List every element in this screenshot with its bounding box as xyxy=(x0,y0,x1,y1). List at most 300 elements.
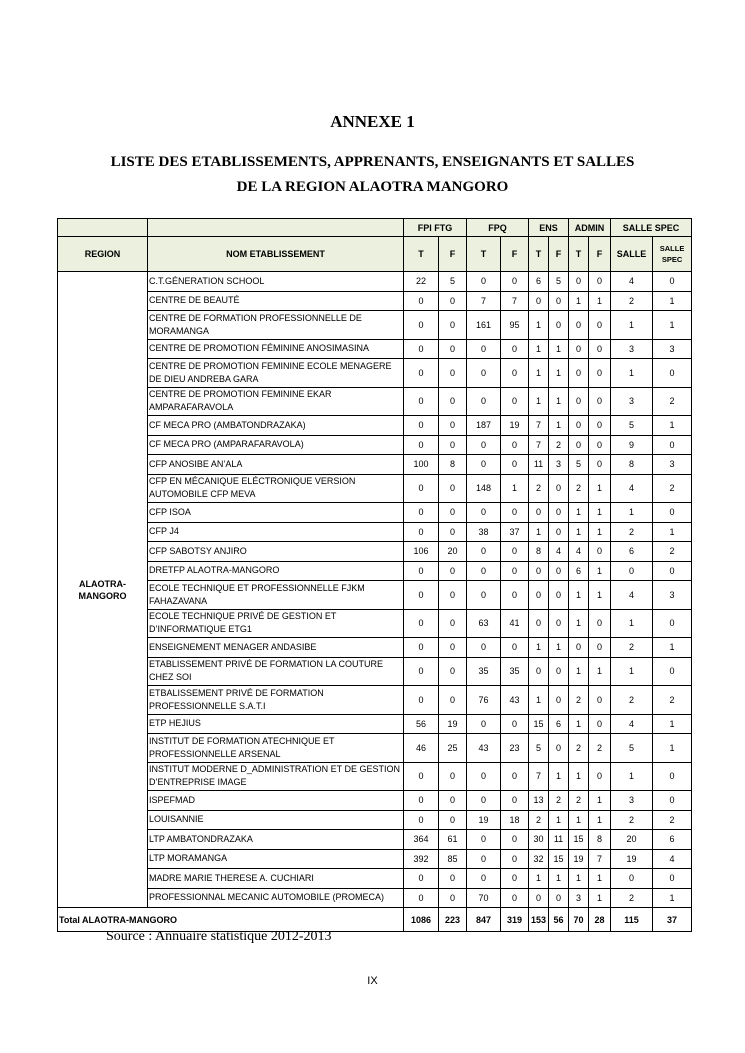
column-header-ens-t: T xyxy=(529,237,549,272)
cell-salle-spec: 0 xyxy=(653,762,692,791)
cell-admin-t: 0 xyxy=(569,638,589,658)
cell-fpq-f: 23 xyxy=(501,734,529,763)
cell-ens-f: 0 xyxy=(549,522,569,542)
cell-admin-f: 1 xyxy=(589,291,611,311)
establishment-name: CFP EN MÉCANIQUE ELÉCTRONIQUE VERSION AUTOMOBILE CFP MEVA xyxy=(148,474,404,503)
cell-admin-f: 1 xyxy=(589,503,611,523)
establishment-name: CFP SABOTSY ANJIRO xyxy=(148,542,404,562)
establishment-name: CF MECA PRO (AMBATONDRAZAKA) xyxy=(148,416,404,436)
table-row xyxy=(58,657,692,686)
cell-admin-f: 0 xyxy=(589,609,611,638)
cell-salle-spec: 0 xyxy=(653,657,692,686)
cell-fpq-f: 0 xyxy=(501,272,529,292)
cell-fpi-t: 0 xyxy=(404,387,439,416)
column-header-fpi-f: F xyxy=(439,237,467,272)
cell-ens-t: 13 xyxy=(529,791,549,811)
establishment-name: CFP J4 xyxy=(148,522,404,542)
cell-admin-f: 0 xyxy=(589,272,611,292)
table-row xyxy=(58,339,692,359)
cell-ens-t: 11 xyxy=(529,455,549,475)
cell-fpq-f: 0 xyxy=(501,455,529,475)
cell-admin-t: 1 xyxy=(569,762,589,791)
table-row xyxy=(58,522,692,542)
cell-fpi-f: 0 xyxy=(439,474,467,503)
cell-ens-f: 0 xyxy=(549,609,569,638)
cell-ens-t: 7 xyxy=(529,762,549,791)
cell-fpi-t: 0 xyxy=(404,503,439,523)
cell-fpq-t: 0 xyxy=(467,542,501,562)
cell-salle: 4 xyxy=(611,474,653,503)
table-row xyxy=(58,503,692,523)
cell-admin-f: 1 xyxy=(589,791,611,811)
cell-ens-t: 0 xyxy=(529,888,549,908)
cell-fpi-t: 364 xyxy=(404,830,439,850)
cell-admin-t: 1 xyxy=(569,869,589,889)
group-header-ens: ENS xyxy=(529,219,569,237)
cell-ens-t: 1 xyxy=(529,359,549,388)
cell-admin-t: 1 xyxy=(569,609,589,638)
cell-admin-t: 1 xyxy=(569,503,589,523)
cell-fpi-t: 100 xyxy=(404,455,439,475)
cell-fpq-t: 0 xyxy=(467,791,501,811)
cell-salle: 2 xyxy=(611,638,653,658)
cell-fpi-f: 0 xyxy=(439,581,467,610)
cell-ens-t: 0 xyxy=(529,581,549,610)
table-row xyxy=(58,888,692,908)
total-salle-spec: 37 xyxy=(653,908,692,932)
cell-admin-t: 0 xyxy=(569,387,589,416)
cell-ens-t: 2 xyxy=(529,810,549,830)
cell-fpi-t: 0 xyxy=(404,311,439,340)
cell-fpq-t: 7 xyxy=(467,291,501,311)
cell-ens-t: 0 xyxy=(529,657,549,686)
cell-salle-spec: 1 xyxy=(653,714,692,734)
cell-salle-spec: 0 xyxy=(653,609,692,638)
establishment-name: CENTRE DE PROMOTION FÉMININE ANOSIMASINA xyxy=(148,339,404,359)
cell-salle-spec: 4 xyxy=(653,849,692,869)
cell-fpi-f: 0 xyxy=(439,686,467,715)
cell-fpi-t: 0 xyxy=(404,638,439,658)
cell-fpi-t: 0 xyxy=(404,609,439,638)
cell-fpi-f: 5 xyxy=(439,272,467,292)
cell-fpi-f: 0 xyxy=(439,522,467,542)
total-fpi-f: 223 xyxy=(439,908,467,932)
cell-admin-f: 0 xyxy=(589,339,611,359)
cell-fpq-f: 0 xyxy=(501,830,529,850)
cell-salle: 4 xyxy=(611,714,653,734)
cell-fpq-t: 0 xyxy=(467,830,501,850)
total-row xyxy=(58,908,692,932)
cell-salle-spec: 0 xyxy=(653,503,692,523)
table-row xyxy=(58,638,692,658)
cell-admin-t: 1 xyxy=(569,810,589,830)
group-header-row xyxy=(58,219,692,237)
page-number: IX xyxy=(367,975,378,987)
cell-salle: 5 xyxy=(611,734,653,763)
cell-salle: 20 xyxy=(611,830,653,850)
establishment-name: LTP MORAMANGA xyxy=(148,849,404,869)
cell-ens-f: 0 xyxy=(549,581,569,610)
cell-salle-spec: 2 xyxy=(653,542,692,562)
cell-fpq-t: 70 xyxy=(467,888,501,908)
cell-ens-t: 6 xyxy=(529,272,549,292)
establishment-name: CENTRE DE PROMOTION FEMININE ECOLE MENAGERE DE DIEU ANDREBA GARA xyxy=(148,359,404,388)
cell-fpi-t: 106 xyxy=(404,542,439,562)
cell-admin-t: 2 xyxy=(569,474,589,503)
cell-fpi-t: 0 xyxy=(404,657,439,686)
region-cell: ALAOTRA-MANGORO xyxy=(58,272,148,908)
empty-header-cell xyxy=(148,219,404,237)
cell-admin-t: 2 xyxy=(569,734,589,763)
cell-fpi-t: 0 xyxy=(404,686,439,715)
cell-ens-t: 32 xyxy=(529,849,549,869)
cell-admin-t: 1 xyxy=(569,291,589,311)
cell-fpq-t: 19 xyxy=(467,810,501,830)
cell-fpq-t: 0 xyxy=(467,581,501,610)
cell-ens-t: 5 xyxy=(529,734,549,763)
cell-fpq-f: 0 xyxy=(501,888,529,908)
cell-fpq-f: 0 xyxy=(501,359,529,388)
cell-fpi-f: 0 xyxy=(439,791,467,811)
cell-fpi-t: 56 xyxy=(404,714,439,734)
total-fpi-t: 1086 xyxy=(404,908,439,932)
cell-ens-t: 0 xyxy=(529,561,549,581)
cell-ens-f: 0 xyxy=(549,291,569,311)
cell-fpi-t: 0 xyxy=(404,291,439,311)
cell-fpq-t: 0 xyxy=(467,387,501,416)
cell-ens-t: 0 xyxy=(529,609,549,638)
cell-salle-spec: 2 xyxy=(653,474,692,503)
column-header-ens-f: F xyxy=(549,237,569,272)
establishment-name: CFP ISOA xyxy=(148,503,404,523)
table-row xyxy=(58,686,692,715)
cell-fpq-t: 0 xyxy=(467,869,501,889)
cell-admin-t: 2 xyxy=(569,686,589,715)
cell-ens-t: 1 xyxy=(529,387,549,416)
cell-salle-spec: 1 xyxy=(653,522,692,542)
cell-fpi-t: 0 xyxy=(404,561,439,581)
cell-admin-t: 0 xyxy=(569,359,589,388)
group-header-fpi-ftg: FPI FTG xyxy=(404,219,467,237)
cell-fpq-t: 35 xyxy=(467,657,501,686)
cell-salle: 2 xyxy=(611,888,653,908)
establishment-name: MADRE MARIE THERESE A. CUCHIARI xyxy=(148,869,404,889)
cell-salle: 2 xyxy=(611,291,653,311)
cell-admin-t: 0 xyxy=(569,416,589,436)
table-row xyxy=(58,311,692,340)
cell-fpq-f: 0 xyxy=(501,791,529,811)
total-fpq-f: 319 xyxy=(501,908,529,932)
cell-fpi-f: 0 xyxy=(439,561,467,581)
cell-ens-t: 1 xyxy=(529,339,549,359)
column-header-salle: SALLE xyxy=(611,237,653,272)
cell-fpq-f: 0 xyxy=(501,714,529,734)
source-note: Source : Annuaire statistique 2012-2013 xyxy=(106,929,332,944)
cell-fpi-f: 8 xyxy=(439,455,467,475)
table-row xyxy=(58,734,692,763)
cell-ens-t: 0 xyxy=(529,291,549,311)
cell-salle: 0 xyxy=(611,561,653,581)
cell-admin-t: 1 xyxy=(569,714,589,734)
establishment-name: DRETFP ALAOTRA-MANGORO xyxy=(148,561,404,581)
cell-fpi-t: 0 xyxy=(404,339,439,359)
column-header-admin-t: T xyxy=(569,237,589,272)
cell-admin-t: 1 xyxy=(569,522,589,542)
cell-fpi-f: 61 xyxy=(439,830,467,850)
cell-fpq-f: 37 xyxy=(501,522,529,542)
column-header-name: NOM ETABLISSEMENT xyxy=(148,237,404,272)
cell-fpq-t: 0 xyxy=(467,503,501,523)
cell-ens-f: 1 xyxy=(549,869,569,889)
cell-fpq-t: 148 xyxy=(467,474,501,503)
table-row xyxy=(58,830,692,850)
establishment-name: PROFESSIONNAL MECANIC AUTOMOBILE (PROMECA) xyxy=(148,888,404,908)
table-row xyxy=(58,849,692,869)
cell-fpq-t: 187 xyxy=(467,416,501,436)
cell-salle: 1 xyxy=(611,503,653,523)
cell-fpi-t: 0 xyxy=(404,810,439,830)
cell-ens-f: 2 xyxy=(549,435,569,455)
total-label: Total ALAOTRA-MANGORO xyxy=(58,908,404,932)
cell-ens-t: 1 xyxy=(529,638,549,658)
cell-salle: 2 xyxy=(611,810,653,830)
cell-fpq-f: 0 xyxy=(501,638,529,658)
cell-ens-f: 4 xyxy=(549,542,569,562)
establishment-name: ISPEFMAD xyxy=(148,791,404,811)
cell-salle-spec: 1 xyxy=(653,638,692,658)
annex-heading: ANNEXE 1 xyxy=(330,112,415,131)
cell-fpi-f: 85 xyxy=(439,849,467,869)
cell-salle: 3 xyxy=(611,387,653,416)
cell-ens-t: 30 xyxy=(529,830,549,850)
cell-ens-f: 1 xyxy=(549,359,569,388)
cell-fpq-t: 0 xyxy=(467,638,501,658)
cell-fpi-t: 46 xyxy=(404,734,439,763)
establishment-name: CFP ANOSIBE AN’ALA xyxy=(148,455,404,475)
table-row xyxy=(58,455,692,475)
establishment-name: ETBALISSEMENT PRIVÉ DE FORMATION PROFESSIONNELLE S.A.T.I xyxy=(148,686,404,715)
cell-admin-f: 1 xyxy=(589,581,611,610)
cell-fpi-t: 0 xyxy=(404,888,439,908)
cell-ens-f: 2 xyxy=(549,791,569,811)
column-header-fpq-f: F xyxy=(501,237,529,272)
cell-salle: 1 xyxy=(611,609,653,638)
cell-fpi-f: 0 xyxy=(439,503,467,523)
cell-fpq-t: 0 xyxy=(467,762,501,791)
cell-fpq-f: 0 xyxy=(501,542,529,562)
cell-admin-f: 0 xyxy=(589,416,611,436)
establishment-name: ETP HEJIUS xyxy=(148,714,404,734)
establishment-name: INSTITUT DE FORMATION ATECHNIQUE ET PROFESSIONNELLE ARSENAL xyxy=(148,734,404,763)
cell-fpi-t: 392 xyxy=(404,849,439,869)
cell-fpi-f: 0 xyxy=(439,762,467,791)
cell-salle-spec: 2 xyxy=(653,810,692,830)
column-header-row xyxy=(58,237,692,272)
cell-salle-spec: 2 xyxy=(653,387,692,416)
table-row xyxy=(58,474,692,503)
cell-fpi-f: 0 xyxy=(439,387,467,416)
establishment-name: ENSEIGNEMENT MENAGER ANDASIBE xyxy=(148,638,404,658)
table-row xyxy=(58,869,692,889)
cell-fpq-f: 95 xyxy=(501,311,529,340)
establishment-name: C.T.GÉNERATION SCHOOL xyxy=(148,272,404,292)
cell-salle-spec: 1 xyxy=(653,311,692,340)
cell-fpq-t: 0 xyxy=(467,272,501,292)
table-row xyxy=(58,359,692,388)
cell-admin-t: 1 xyxy=(569,581,589,610)
cell-fpq-t: 76 xyxy=(467,686,501,715)
cell-admin-t: 0 xyxy=(569,272,589,292)
cell-salle: 5 xyxy=(611,416,653,436)
establishments-table xyxy=(57,218,692,932)
cell-ens-f: 0 xyxy=(549,888,569,908)
cell-salle: 1 xyxy=(611,657,653,686)
table-row xyxy=(58,542,692,562)
cell-fpi-f: 0 xyxy=(439,435,467,455)
cell-fpq-t: 0 xyxy=(467,359,501,388)
cell-admin-f: 0 xyxy=(589,359,611,388)
table-row xyxy=(58,272,692,292)
cell-fpi-f: 0 xyxy=(439,869,467,889)
table-row xyxy=(58,581,692,610)
cell-salle-spec: 1 xyxy=(653,888,692,908)
cell-admin-f: 1 xyxy=(589,869,611,889)
cell-salle-spec: 3 xyxy=(653,581,692,610)
cell-salle-spec: 0 xyxy=(653,869,692,889)
cell-fpq-t: 0 xyxy=(467,339,501,359)
cell-ens-f: 1 xyxy=(549,387,569,416)
cell-fpq-f: 19 xyxy=(501,416,529,436)
cell-fpq-f: 0 xyxy=(501,869,529,889)
cell-salle-spec: 3 xyxy=(653,455,692,475)
cell-admin-t: 6 xyxy=(569,561,589,581)
cell-salle: 8 xyxy=(611,455,653,475)
cell-admin-f: 0 xyxy=(589,387,611,416)
cell-fpq-f: 43 xyxy=(501,686,529,715)
cell-admin-t: 2 xyxy=(569,791,589,811)
table-row xyxy=(58,791,692,811)
column-header-fpi-t: T xyxy=(404,237,439,272)
cell-ens-f: 1 xyxy=(549,339,569,359)
cell-fpq-f: 0 xyxy=(501,849,529,869)
cell-admin-f: 1 xyxy=(589,561,611,581)
cell-salle-spec: 0 xyxy=(653,561,692,581)
column-header-region: REGION xyxy=(58,237,148,272)
table-row xyxy=(58,291,692,311)
cell-fpq-f: 18 xyxy=(501,810,529,830)
cell-ens-t: 8 xyxy=(529,542,549,562)
cell-fpq-f: 0 xyxy=(501,581,529,610)
cell-ens-f: 15 xyxy=(549,849,569,869)
cell-fpq-t: 0 xyxy=(467,435,501,455)
establishment-name: CF MECA PRO (AMPARAFARAVOLA) xyxy=(148,435,404,455)
cell-admin-t: 4 xyxy=(569,542,589,562)
cell-fpq-f: 41 xyxy=(501,609,529,638)
cell-admin-f: 0 xyxy=(589,542,611,562)
column-header-fpq-t: T xyxy=(467,237,501,272)
cell-fpq-f: 0 xyxy=(501,387,529,416)
cell-fpi-f: 25 xyxy=(439,734,467,763)
cell-fpq-t: 0 xyxy=(467,714,501,734)
total-salle: 115 xyxy=(611,908,653,932)
cell-salle-spec: 1 xyxy=(653,734,692,763)
cell-salle-spec: 2 xyxy=(653,686,692,715)
cell-admin-t: 0 xyxy=(569,311,589,340)
cell-ens-f: 0 xyxy=(549,474,569,503)
cell-fpi-t: 0 xyxy=(404,869,439,889)
cell-fpq-t: 63 xyxy=(467,609,501,638)
cell-admin-f: 1 xyxy=(589,657,611,686)
cell-salle: 19 xyxy=(611,849,653,869)
document-title-line-1: LISTE DES ETABLISSEMENTS, APPRENANTS, ENSEIGNANTS ET SALLES xyxy=(110,154,635,170)
cell-ens-t: 1 xyxy=(529,311,549,340)
cell-ens-t: 15 xyxy=(529,714,549,734)
establishment-name: INSTITUT MODERNE D_ADMINISTRATION ET DE GESTION D’ENTREPRISE IMAGE xyxy=(148,762,404,791)
cell-salle: 3 xyxy=(611,791,653,811)
cell-ens-t: 1 xyxy=(529,869,549,889)
cell-admin-f: 0 xyxy=(589,455,611,475)
cell-ens-t: 0 xyxy=(529,503,549,523)
total-ens-f: 56 xyxy=(549,908,569,932)
cell-fpq-f: 0 xyxy=(501,339,529,359)
cell-ens-f: 1 xyxy=(549,416,569,436)
cell-admin-t: 0 xyxy=(569,339,589,359)
cell-admin-t: 0 xyxy=(569,435,589,455)
cell-salle: 3 xyxy=(611,339,653,359)
cell-admin-f: 1 xyxy=(589,888,611,908)
cell-fpq-f: 7 xyxy=(501,291,529,311)
cell-ens-f: 3 xyxy=(549,455,569,475)
cell-salle-spec: 3 xyxy=(653,339,692,359)
cell-salle: 6 xyxy=(611,542,653,562)
cell-ens-f: 0 xyxy=(549,734,569,763)
cell-ens-t: 7 xyxy=(529,435,549,455)
establishment-name: ETABLISSEMENT PRIVÉ DE FORMATION LA COUTURE CHEZ SOI xyxy=(148,657,404,686)
cell-admin-t: 1 xyxy=(569,657,589,686)
group-header-admin: ADMIN xyxy=(569,219,611,237)
cell-fpi-t: 0 xyxy=(404,474,439,503)
cell-ens-f: 0 xyxy=(549,561,569,581)
cell-fpq-t: 38 xyxy=(467,522,501,542)
cell-ens-f: 0 xyxy=(549,503,569,523)
table-row xyxy=(58,387,692,416)
cell-salle: 1 xyxy=(611,311,653,340)
cell-salle-spec: 0 xyxy=(653,791,692,811)
cell-ens-f: 6 xyxy=(549,714,569,734)
cell-admin-f: 0 xyxy=(589,714,611,734)
cell-fpi-t: 0 xyxy=(404,435,439,455)
cell-ens-f: 11 xyxy=(549,830,569,850)
cell-admin-f: 0 xyxy=(589,435,611,455)
table-row xyxy=(58,416,692,436)
table-row xyxy=(58,609,692,638)
cell-fpi-t: 0 xyxy=(404,522,439,542)
cell-salle: 2 xyxy=(611,522,653,542)
cell-salle: 1 xyxy=(611,359,653,388)
group-header-salle-spec: SALLE SPEC xyxy=(611,219,692,237)
cell-fpi-f: 0 xyxy=(439,638,467,658)
cell-salle: 9 xyxy=(611,435,653,455)
cell-ens-f: 0 xyxy=(549,311,569,340)
cell-fpq-t: 0 xyxy=(467,849,501,869)
cell-ens-f: 1 xyxy=(549,810,569,830)
table-row xyxy=(58,762,692,791)
cell-ens-t: 1 xyxy=(529,686,549,715)
cell-ens-t: 7 xyxy=(529,416,549,436)
cell-fpq-f: 0 xyxy=(501,503,529,523)
cell-ens-t: 1 xyxy=(529,522,549,542)
cell-ens-f: 5 xyxy=(549,272,569,292)
